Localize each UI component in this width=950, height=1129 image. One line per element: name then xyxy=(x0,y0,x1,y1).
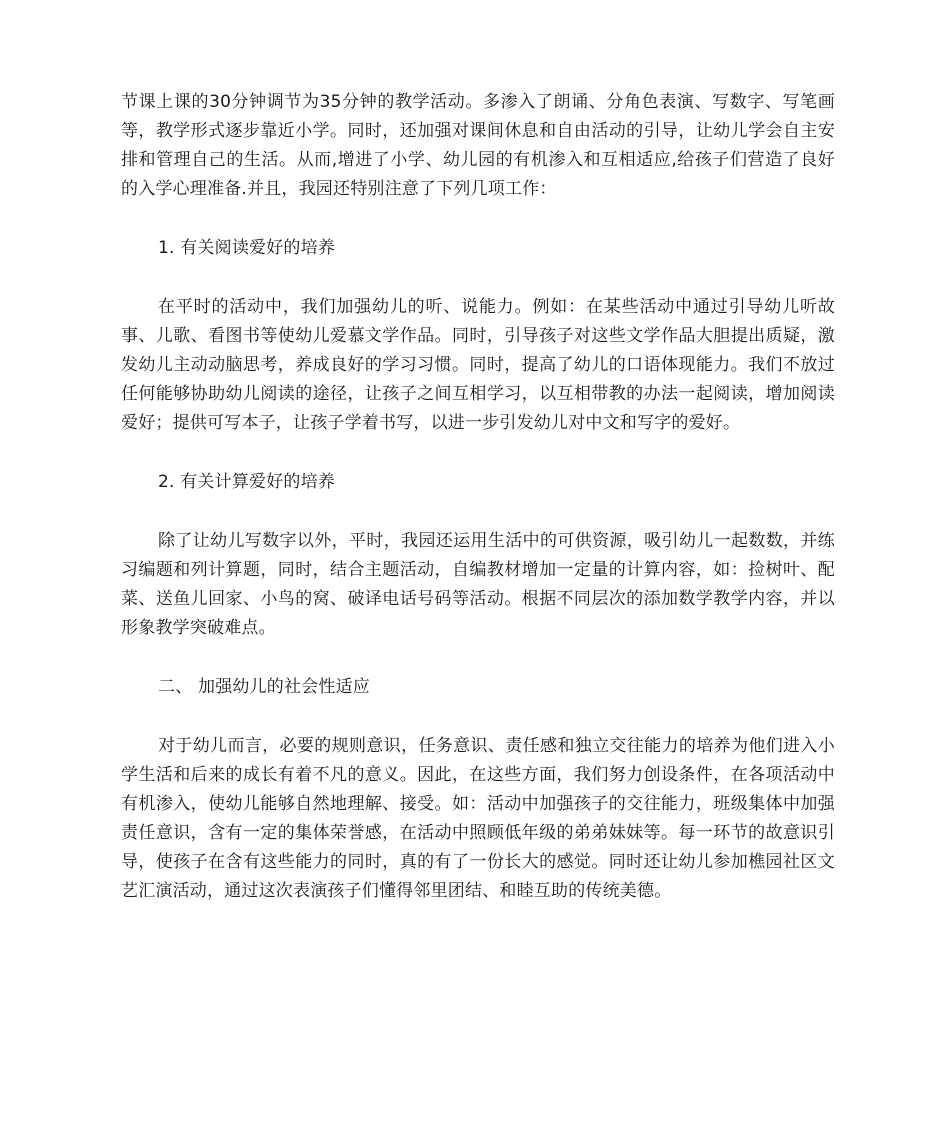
paragraph-spacer xyxy=(121,204,835,234)
paragraph-reading: 在平时的活动中，我们加强幼儿的听、说能力。例如：在某些活动中通过引导幼儿听故事、儿歌、看图书等使幼儿爱慕文学作品。同时，引导孩子对这些文学作品大胆提出质疑，激发幼儿主动动脑思考，养成良好的学习习惯。同时，提高了幼儿的口语体现能力。我们不放过任何能够协助幼儿阅读的途径，让孩子之间互相学习，以互相带教的办法一起阅读，增加阅读爱好；提供可写本子，让孩子学着书写，以进一步引发幼儿对中文和写字的爱好。 xyxy=(121,297,835,433)
paragraph-spacer xyxy=(121,643,835,673)
paragraph-spacer xyxy=(121,702,835,732)
heading-reading-interest: 1. 有关阅读爱好的培养 xyxy=(158,238,336,258)
paragraph-intro-continued: 节课上课的30分钟调节为35分钟的教学活动。多渗入了朗诵、分角色表演、写数字、写笔画等，教学形式逐步靠近小学。同时，还加强对课间休息和自由活动的引导，让幼儿学会自主安排和管理自己的生活。从而,增进了小学、幼儿园的有机渗入和互相适应,给孩子们营造了良好的入学心理准备.并且，我园还特别注意了下列几项工作： xyxy=(121,92,835,199)
heading-social-adaptation: 二、 加强幼儿的社会性适应 xyxy=(158,677,371,697)
paragraph-math: 除了让幼儿写数字以外，平时，我园还运用生活中的可供资源，吸引幼儿一起数数，并练习编题和列计算题，同时，结合主题活动，自编教材增加一定量的计算内容，如：捡树叶、配菜、送鱼儿回家、小鸟的窝、破译电话号码等活动。根据不同层次的添加数学教学内容，并以形象教学突破难点。 xyxy=(121,531,835,638)
paragraph-spacer xyxy=(121,263,835,293)
paragraph-social: 对于幼儿而言，必要的规则意识，任务意识、责任感和独立交往能力的培养为他们进入小学生活和后来的成长有着不凡的意义。因此，在这些方面，我们努力创设条件，在各项活动中有机渗入，使幼儿能够自然地理解、接受。如：活动中加强孩子的交往能力，班级集体中加强责任意识，含有一定的集体荣誉感，在活动中照顾低年级的弟弟妹妹等。每一环节的故意识引导，使孩子在含有这些能力的同时，真的有了一份长大的感觉。同时还让幼儿参加樵园社区文艺汇演活动，通过这次表演孩子们懂得邻里团结、和睦互助的传统美德。 xyxy=(121,736,835,901)
paragraph-spacer xyxy=(121,438,835,468)
document-page xyxy=(121,88,835,906)
paragraph-spacer xyxy=(121,497,835,527)
heading-math-interest: 2. 有关计算爱好的培养 xyxy=(158,472,336,492)
